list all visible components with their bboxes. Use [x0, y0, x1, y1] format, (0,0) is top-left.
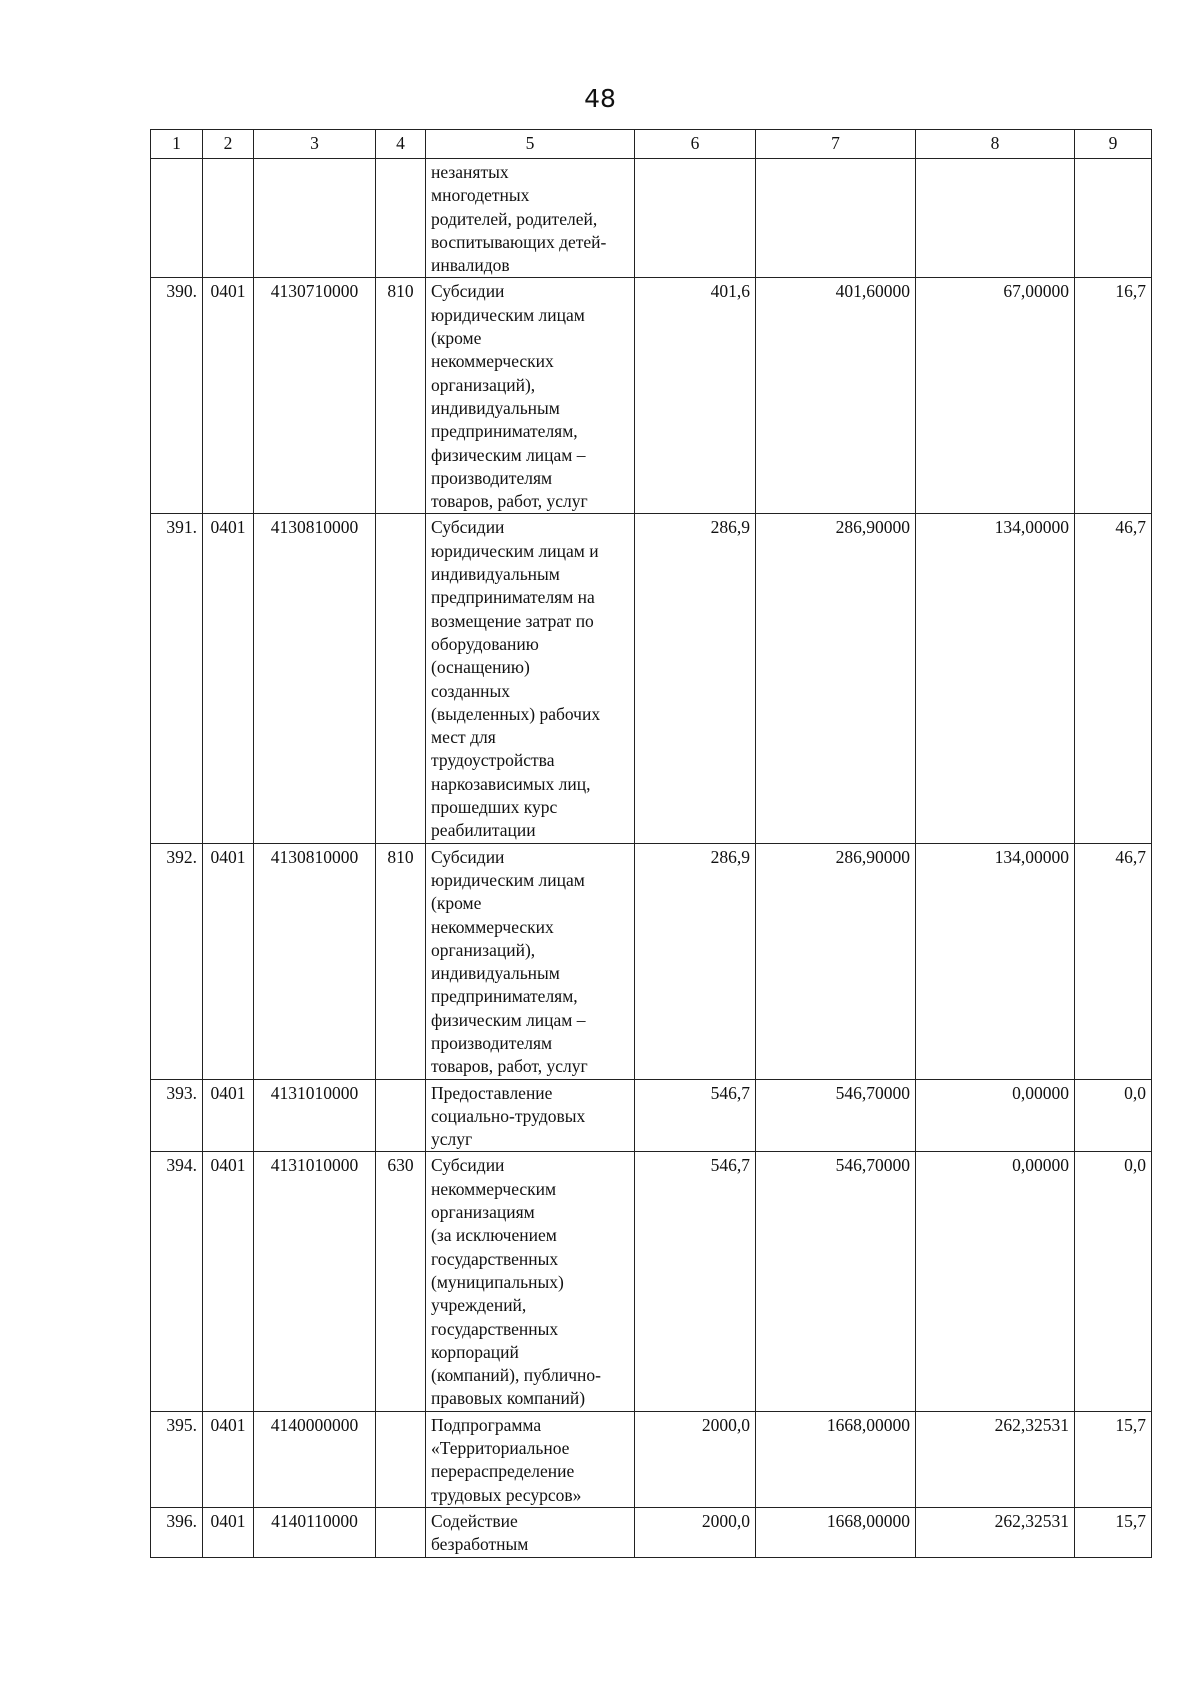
item-name-line: физическим лицам –	[431, 444, 586, 465]
table-row	[151, 1079, 1152, 1152]
value-col9: 15,7	[1075, 1507, 1152, 1557]
item-name	[426, 514, 635, 843]
item-name-line: некоммерческим	[431, 1178, 557, 1199]
value-col9	[1075, 159, 1152, 278]
section-code: 0401	[203, 278, 254, 514]
value-col8: 0,00000	[916, 1152, 1075, 1411]
item-name-line: наркозависимых лиц,	[431, 773, 591, 794]
item-name	[426, 278, 635, 514]
item-name-line: предпринимателям,	[431, 421, 578, 442]
item-name-line: организаций),	[431, 939, 536, 960]
item-name-line: (за исключением	[431, 1225, 557, 1246]
table-row	[151, 278, 1152, 514]
column-header-9: 9	[1075, 130, 1152, 159]
item-name-line: некоммерческих	[431, 916, 554, 937]
item-name-line: учреждений,	[431, 1295, 527, 1316]
item-name-line: Субсидии	[431, 281, 505, 302]
item-name-line: корпораций	[431, 1341, 519, 1362]
row-number: 395.	[151, 1411, 203, 1507]
value-col6: 2000,0	[635, 1411, 756, 1507]
item-name-line: Субсидии	[431, 517, 505, 538]
table-row	[151, 1411, 1152, 1507]
item-name-line: физическим лицам –	[431, 1009, 586, 1030]
target-article-code: 4131010000	[254, 1152, 376, 1411]
value-col6: 401,6	[635, 278, 756, 514]
item-name	[426, 1079, 635, 1152]
item-name	[426, 159, 635, 278]
item-name-line: (кроме	[431, 893, 482, 914]
item-name-line: Содействие	[431, 1510, 518, 1531]
item-name-line: инвалидов	[431, 255, 510, 276]
item-name-line: производителям	[431, 467, 553, 488]
section-code: 0401	[203, 1079, 254, 1152]
row-number: 390.	[151, 278, 203, 514]
item-name-line: организаций),	[431, 374, 536, 395]
item-name-line: реабилитации	[431, 820, 536, 841]
column-header-4: 4	[376, 130, 426, 159]
item-name-line: многодетных	[431, 185, 530, 206]
value-col6: 546,7	[635, 1079, 756, 1152]
item-name-line: государственных	[431, 1248, 559, 1269]
value-col7: 1668,00000	[756, 1507, 916, 1557]
value-col7: 286,90000	[756, 843, 916, 1079]
expense-type-code	[376, 1079, 426, 1152]
section-code: 0401	[203, 1507, 254, 1557]
budget-table	[150, 129, 1152, 1558]
item-name-line: товаров, работ, услуг	[431, 491, 588, 512]
value-col7: 546,70000	[756, 1152, 916, 1411]
value-col8	[916, 159, 1075, 278]
item-name-line: оборудованию	[431, 633, 539, 654]
target-article-code	[254, 159, 376, 278]
table-header	[151, 130, 1152, 159]
column-header-6: 6	[635, 130, 756, 159]
header-row	[151, 130, 1152, 159]
item-name-line: услуг	[431, 1129, 473, 1150]
section-code	[203, 159, 254, 278]
row-number: 392.	[151, 843, 203, 1079]
item-name-line: некоммерческих	[431, 351, 554, 372]
page-number: 48	[584, 84, 616, 113]
expense-type-code	[376, 514, 426, 843]
item-name-line: родителей, родителей,	[431, 208, 598, 229]
value-col7: 546,70000	[756, 1079, 916, 1152]
target-article-code: 4140000000	[254, 1411, 376, 1507]
item-name-line: (компаний), публично-	[431, 1365, 601, 1386]
item-name-line: Предоставление	[431, 1082, 553, 1103]
value-col6	[635, 159, 756, 278]
value-col8: 262,32531	[916, 1411, 1075, 1507]
value-col7	[756, 159, 916, 278]
item-name-line: перераспределение	[431, 1461, 575, 1482]
value-col7: 401,60000	[756, 278, 916, 514]
item-name-line: прошедших курс	[431, 797, 558, 818]
section-code: 0401	[203, 514, 254, 843]
item-name-line: производителям	[431, 1032, 553, 1053]
target-article-code: 4130810000	[254, 843, 376, 1079]
section-code: 0401	[203, 1152, 254, 1411]
item-name-line: (муниципальных)	[431, 1271, 564, 1292]
table-row	[151, 843, 1152, 1079]
table-row	[151, 1507, 1152, 1557]
row-number: 396.	[151, 1507, 203, 1557]
expense-type-code	[376, 159, 426, 278]
item-name-line: созданных	[431, 680, 511, 701]
column-header-3: 3	[254, 130, 376, 159]
target-article-code: 4130710000	[254, 278, 376, 514]
value-col9: 15,7	[1075, 1411, 1152, 1507]
item-name-line: незанятых	[431, 162, 509, 182]
row-number: 391.	[151, 514, 203, 843]
expense-type-code	[376, 1411, 426, 1507]
item-name-line: возмещение затрат по	[431, 610, 594, 631]
value-col9: 0,0	[1075, 1079, 1152, 1152]
item-name	[426, 1507, 635, 1557]
value-col8: 262,32531	[916, 1507, 1075, 1557]
table-row	[151, 1152, 1152, 1411]
item-name-line: правовых компаний)	[431, 1388, 586, 1409]
value-col6: 2000,0	[635, 1507, 756, 1557]
value-col9: 46,7	[1075, 514, 1152, 843]
item-name	[426, 1411, 635, 1507]
row-number: 394.	[151, 1152, 203, 1411]
item-name-line: (выделенных) рабочих	[431, 703, 601, 724]
item-name-line: безработным	[431, 1534, 529, 1555]
item-name-line: юридическим лицам	[431, 304, 585, 325]
column-header-1: 1	[151, 130, 203, 159]
item-name-line: мест для	[431, 727, 496, 748]
item-name	[426, 1152, 635, 1411]
item-name-line: социально-трудовых	[431, 1105, 586, 1126]
table-row	[151, 514, 1152, 843]
item-name-line: Субсидии	[431, 846, 505, 867]
section-code: 0401	[203, 1411, 254, 1507]
target-article-code: 4131010000	[254, 1079, 376, 1152]
value-col8: 134,00000	[916, 514, 1075, 843]
expense-type-code: 630	[376, 1152, 426, 1411]
value-col7: 1668,00000	[756, 1411, 916, 1507]
item-name-line: организациям	[431, 1202, 535, 1223]
item-name-line: индивидуальным	[431, 397, 560, 418]
item-name-line: предпринимателям,	[431, 986, 578, 1007]
target-article-code: 4140110000	[254, 1507, 376, 1557]
table-row	[151, 159, 1152, 278]
item-name-line: трудовых ресурсов»	[431, 1484, 582, 1505]
value-col8: 67,00000	[916, 278, 1075, 514]
value-col8: 0,00000	[916, 1079, 1075, 1152]
value-col8: 134,00000	[916, 843, 1075, 1079]
target-article-code: 4130810000	[254, 514, 376, 843]
value-col6: 286,9	[635, 514, 756, 843]
row-number	[151, 159, 203, 278]
section-code: 0401	[203, 843, 254, 1079]
item-name-line: трудоустройства	[431, 750, 555, 771]
column-header-2: 2	[203, 130, 254, 159]
value-col9: 16,7	[1075, 278, 1152, 514]
column-header-5: 5	[426, 130, 635, 159]
expense-type-code: 810	[376, 843, 426, 1079]
item-name-line: Субсидии	[431, 1155, 505, 1176]
column-header-7: 7	[756, 130, 916, 159]
row-number: 393.	[151, 1079, 203, 1152]
item-name-line: юридическим лицам	[431, 869, 585, 890]
item-name-line: индивидуальным	[431, 963, 560, 984]
column-header-8: 8	[916, 130, 1075, 159]
table-body	[151, 159, 1152, 1558]
item-name-line: государственных	[431, 1318, 559, 1339]
value-col9: 0,0	[1075, 1152, 1152, 1411]
value-col9: 46,7	[1075, 843, 1152, 1079]
item-name-line: (кроме	[431, 328, 482, 349]
item-name-line: юридическим лицам и	[431, 540, 599, 561]
item-name-line: «Территориальное	[431, 1438, 570, 1459]
expense-type-code	[376, 1507, 426, 1557]
item-name-line: Подпрограмма	[431, 1414, 542, 1435]
value-col7: 286,90000	[756, 514, 916, 843]
item-name-line: воспитывающих детей-	[431, 231, 607, 252]
item-name-line: (оснащению)	[431, 657, 530, 678]
value-col6: 546,7	[635, 1152, 756, 1411]
item-name	[426, 843, 635, 1079]
value-col6: 286,9	[635, 843, 756, 1079]
expense-type-code: 810	[376, 278, 426, 514]
item-name-line: товаров, работ, услуг	[431, 1056, 588, 1077]
item-name-line: индивидуальным	[431, 564, 560, 585]
item-name-line: предпринимателям на	[431, 587, 595, 608]
